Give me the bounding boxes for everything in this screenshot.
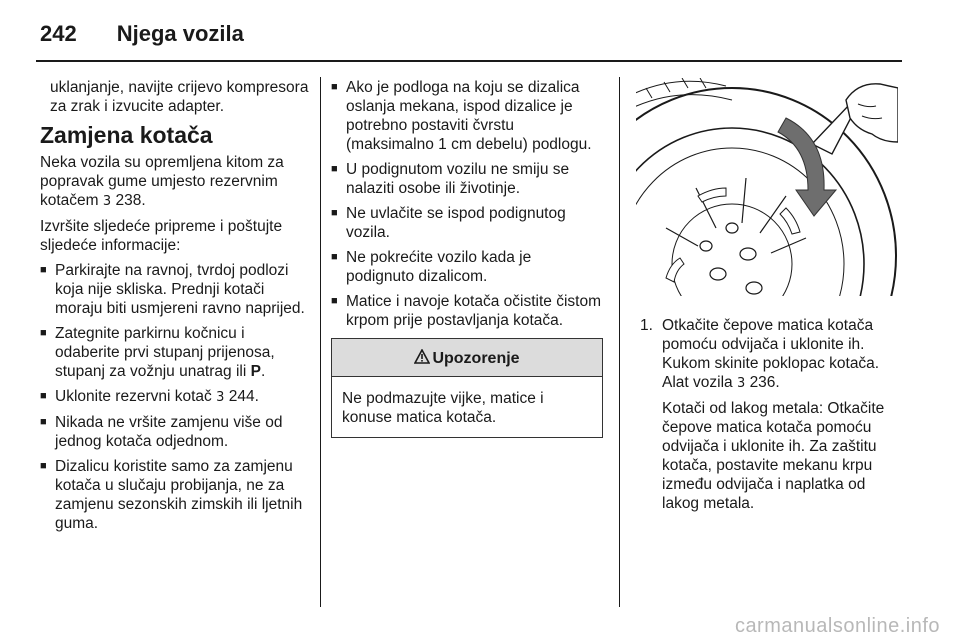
page-ref-link[interactable]: 238. (115, 192, 146, 209)
header-rule (36, 60, 902, 62)
list-item: ■ U podignutom vozilu ne smiju se nalaziti osobe ili životinje. (331, 160, 603, 198)
list-item: ■ Ne pokrećite vozilo kada je podignuto dizalicom. (331, 248, 603, 286)
list-item: ■ Nikada ne vršite zamjenu više od jednog kotača odjednom. (40, 413, 310, 451)
warning-header (332, 339, 602, 377)
list-item: ■ Matice i navoje kotača očistite čistom krpom prije postavljanja kotača. (331, 292, 603, 330)
list-item: ■ Zategnite parkirnu kočnicu i odaberite prvi stupanj prijenosa, stupanj za vožnju unatrag ili P. (40, 324, 310, 381)
list-item: ■ Ako je podloga na koju se dizalica oslanja mekana, ispod dizalice je potrebno postaviti čvrstu (maksimalno 1 cm debelu) podlogu. (331, 78, 603, 154)
continuation-text: uklanjanje, navijte crijevo kompresora za zrak i izvucite adapter. (50, 79, 309, 115)
warning-box (331, 338, 603, 438)
column-3 (636, 78, 898, 519)
step-paragraph-2: Kotači od lakog metala: Otkačite čepove matica kotača pomoću odvijača i uklonite ih. Za zaštitu kotača, postavite mekanu krpu između odvijača i naplatka od lakog metala. (662, 400, 885, 512)
page-ref-link[interactable]: 244. (228, 388, 259, 405)
safety-list (331, 78, 603, 330)
step-number: 1. (640, 317, 653, 334)
watermark: carmanualsonline.info (734, 615, 940, 637)
intro-paragraph: Neka vozila su opremljena kitom za popravak gume umjesto rezervnim kotačem 3 238. (40, 154, 284, 209)
gear-letter: P (250, 363, 261, 380)
list-item: ■ Uklonite rezervni kotač 3 244. (40, 387, 310, 407)
section-heading: Zamjena kotača (40, 122, 213, 148)
warning-title: Upozorenje (432, 350, 520, 367)
page-ref-link[interactable]: 236. (749, 374, 780, 391)
prep-paragraph: Izvršite sljedeće pripreme i poštujte sljedeće informacije: (40, 218, 283, 254)
page-ref-icon: 3 (102, 194, 112, 209)
page-number: 242 (40, 21, 77, 46)
column-1 (40, 78, 310, 539)
wheel-cover-illustration (636, 78, 898, 296)
column-2 (331, 78, 603, 438)
warning-triangle-icon (414, 349, 430, 364)
page-ref-icon: 3 (216, 390, 225, 405)
list-item: ■ Parkirajte na ravnoj, tvrdoj podlozi koja nije skliska. Prednji kotači moraju biti usmjereni ravno naprijed. (40, 261, 310, 318)
column-divider-2 (619, 77, 620, 607)
prep-list (40, 261, 310, 533)
list-item: ■ Ne uvlačite se ispod podignutog vozila. (331, 204, 603, 242)
steps-list (636, 316, 898, 513)
list-item: ■ Dizalicu koristite samo za zamjenu kotača u slučaju probijanja, ne za zamjenu sezonskih zimskih ili ljetnih guma. (40, 457, 310, 533)
column-divider-1 (320, 77, 321, 607)
step-text: Otkačite čepove matica kotača pomoću odvijača i uklonite ih. Kukom skinite poklopac kotača. Alat vozila 3 236. (662, 317, 880, 391)
page-header (40, 18, 244, 50)
page-title: Njega vozila (116, 21, 244, 46)
page-ref-icon: 3 (736, 376, 746, 391)
step-item (636, 316, 898, 513)
warning-body: Ne podmazujte vijke, matice i konuse matica kotača. (342, 390, 544, 426)
